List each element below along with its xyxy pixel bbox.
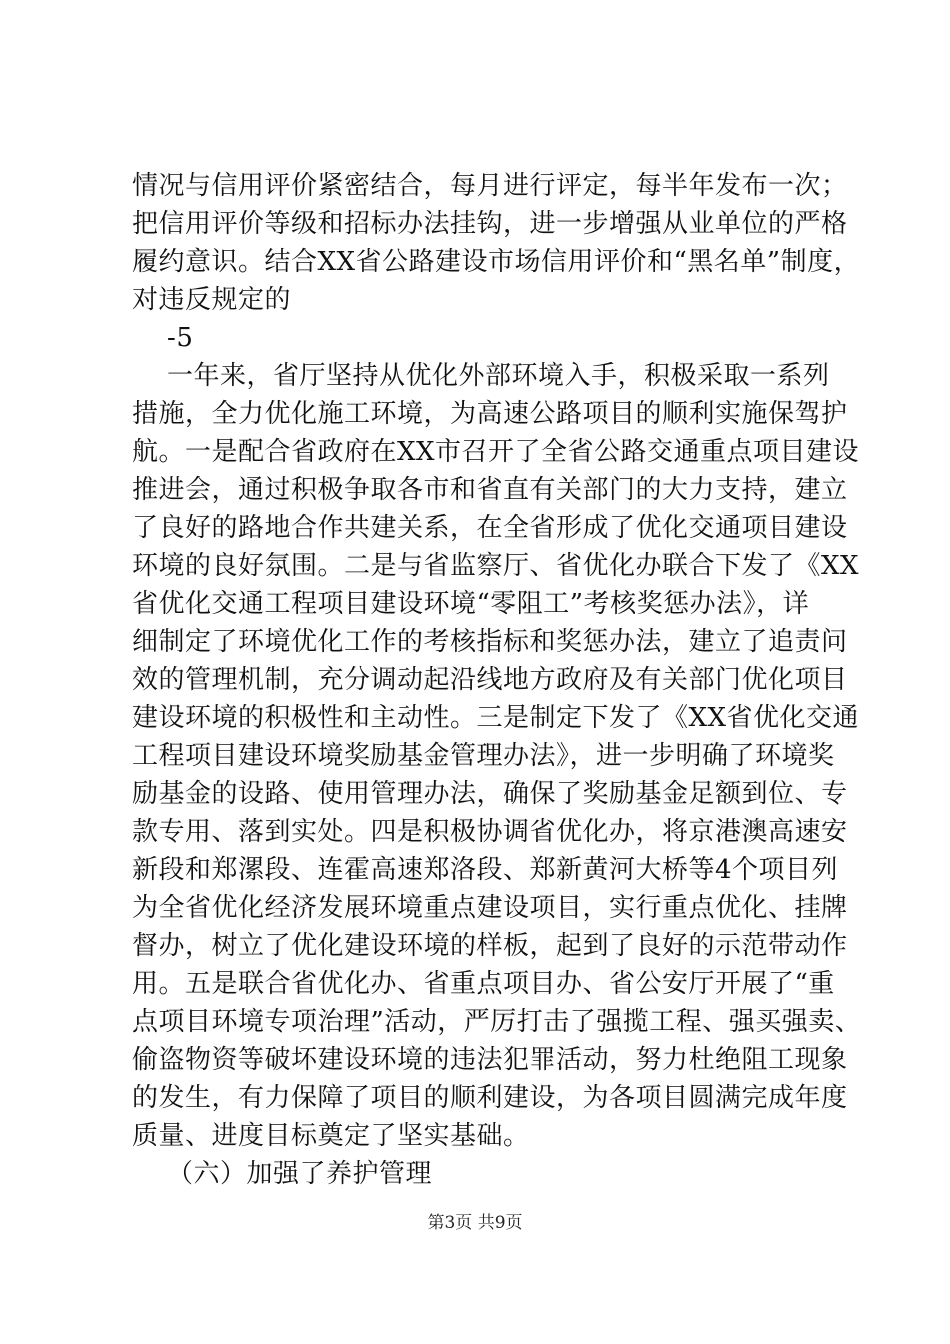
text-line: 新段和郑漯段、连霍高速郑洛段、郑新黄河大桥等4个项目列 — [132, 855, 839, 885]
text-line: 环境的良好氛围。二是与省监察厅、省优化办联合下发了《XX — [132, 551, 860, 581]
text-line: 细制定了环境优化工作的考核指标和奖惩办法，建立了追责问 — [132, 627, 848, 657]
text-line: 工程项目建设环境奖励基金管理办法》，进一步明确了环境奖 — [132, 741, 835, 771]
text-line: 航。一是配合省政府在XX市召开了全省公路交通重点项目建设 — [132, 437, 860, 467]
page-footer: 第3页 共9页 — [427, 1213, 523, 1233]
text-line: 情况与信用评价紧密结合，每月进行评定，每半年发布一次； — [132, 171, 848, 201]
text-line: 对违反规定的 — [132, 285, 292, 315]
text-line: 款专用、落到实处。四是积极协调省优化办，将京港澳高速安 — [132, 817, 848, 847]
text-line: 推进会，通过积极争取各市和省直有关部门的大力支持，建立 — [132, 475, 848, 505]
text-line: 了良好的路地合作共建关系，在全省形成了优化交通项目建设 — [132, 513, 848, 543]
text-line: 质量、进度目标奠定了坚实基础。 — [132, 1121, 530, 1151]
section-heading: （六）加强了养护管理 — [132, 1159, 433, 1189]
text-line: 效的管理机制，充分调动起沿线地方政府及有关部门优化项目 — [132, 665, 848, 695]
paragraph-start: 一年来，省厅坚持从优化外部环境入手，积极采取一系列 — [132, 361, 830, 391]
text-line: 励基金的设路、使用管理办法，确保了奖励基金足额到位、专 — [132, 779, 848, 809]
page-marker: -5 — [132, 323, 194, 353]
text-line: 用。五是联合省优化办、省重点项目办、省公安厅开展了“重 — [132, 969, 835, 999]
text-line: 为全省优化经济发展环境重点建设项目，实行重点优化、挂牌 — [132, 893, 848, 923]
text-line: 措施，全力优化施工环境，为高速公路项目的顺利实施保驾护 — [132, 399, 848, 429]
text-line: 建设环境的积极性和主动性。三是制定下发了《XX省优化交通 — [132, 703, 860, 733]
text-line: 省优化交通工程项目建设环境“零阻工”考核奖惩办法》，详 — [132, 589, 810, 619]
text-line: 的发生，有力保障了项目的顺利建设，为各项目圆满完成年度 — [132, 1083, 848, 1113]
text-line: 把信用评价等级和招标办法挂钩，进一步增强从业单位的严格 — [132, 209, 848, 239]
text-line: 督办，树立了优化建设环境的样板，起到了良好的示范带动作 — [132, 931, 848, 961]
text-line: 偷盗物资等破坏建设环境的违法犯罪活动，努力杜绝阻工现象 — [132, 1045, 848, 1075]
text-line: 履约意识。结合XX省公路建设市场信用评价和“黑名单”制度， — [132, 247, 861, 277]
text-line: 点项目环境专项治理”活动，严厉打击了强揽工程、强买强卖、 — [132, 1007, 862, 1037]
